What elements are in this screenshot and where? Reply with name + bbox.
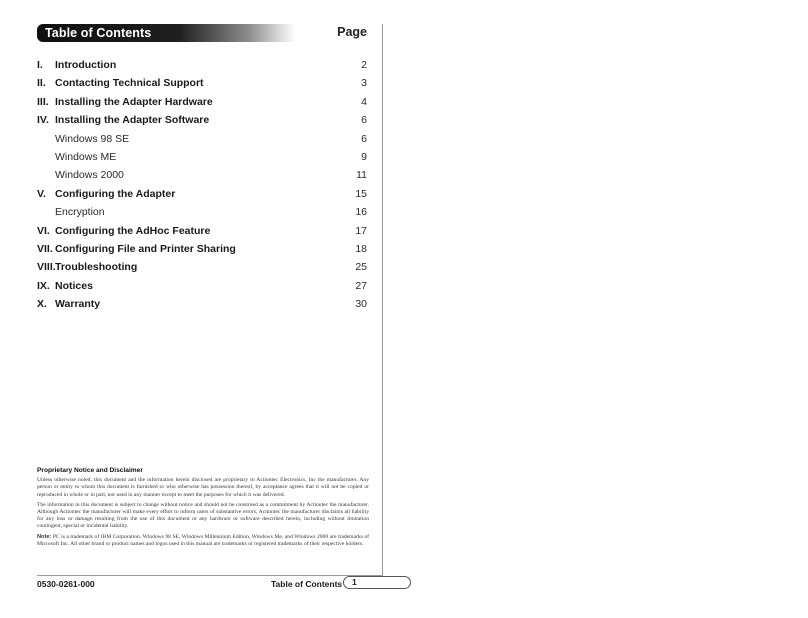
document-number: 0530-0261-000	[37, 579, 95, 589]
toc-entry-title: Troubleshooting	[55, 261, 138, 274]
toc-entry[interactable]	[37, 166, 367, 184]
section-header-bar	[37, 24, 295, 42]
toc-entry-title: Configuring File and Printer Sharing	[55, 242, 236, 255]
toc-entry[interactable]	[37, 185, 367, 203]
toc-entry-number: III.	[37, 95, 49, 108]
toc-entry-page: 16	[355, 206, 367, 219]
notice-paragraph: The information in this document is subject to change without notice and should not be construed as a commitment by Actiontec the manufacturer. Although Actiontec the manufacturer will make every effort to inform users of substantive errors, Actiontec the manufacturer disclaims all liability for any loss or damage resulting from the use of this document or any hardware or software described herein, including without limitation contingent, special or incidental liability.	[37, 501, 369, 530]
toc-entry-title: Warranty	[55, 298, 101, 311]
toc-entry[interactable]	[37, 93, 367, 111]
toc-list	[37, 56, 367, 313]
toc-entry-page: 25	[355, 261, 367, 274]
toc-entry-title: Windows 2000	[55, 169, 124, 182]
toc-entry-page: 17	[355, 224, 367, 237]
toc-entry[interactable]	[37, 74, 367, 92]
note-label: Note:	[37, 533, 52, 540]
toc-entry-number: IX.	[37, 279, 50, 292]
toc-entry-page: 15	[355, 187, 367, 200]
toc-entry-title: Notices	[55, 279, 93, 292]
toc-entry-number: I.	[37, 59, 43, 71]
toc-entry-page: 4	[361, 95, 367, 108]
footer-section-title: Table of Contents	[271, 579, 343, 589]
notice-note	[37, 534, 369, 548]
note-text: PC is a trademark of IBM Corporation. Windows 98 SE, Windows Millennium Edition, Windows Me, and Windows 2000 are trademarks of Microsoft Inc. All other brand or product names and logos used in this manual are trademarks or registered trademarks of their respective holders.	[37, 533, 370, 547]
toc-entry[interactable]	[37, 240, 367, 258]
toc-entry-number: VI.	[37, 224, 50, 237]
page-number-badge	[343, 576, 411, 589]
toc-entry-title: Encryption	[55, 206, 105, 219]
toc-entry[interactable]	[37, 277, 367, 295]
toc-entry-title: Introduction	[55, 59, 117, 71]
toc-entry-page: 3	[361, 77, 367, 90]
toc-entry-page: 27	[355, 279, 367, 292]
toc-entry-title: Installing the Adapter Hardware	[55, 95, 213, 108]
proprietary-notice	[37, 467, 369, 551]
toc-entry[interactable]	[37, 258, 367, 276]
toc-entry-title: Windows 98 SE	[55, 132, 130, 145]
toc-entry-page: 30	[355, 298, 367, 311]
toc-entry-number: VIII.	[37, 261, 56, 274]
toc-entry-title: Configuring the AdHoc Feature	[55, 224, 211, 237]
toc-entry[interactable]	[37, 295, 367, 313]
toc-entry[interactable]	[37, 222, 367, 240]
toc-entry-page: 18	[355, 242, 367, 255]
notice-paragraph: Unless otherwise noted, this document and the information herein disclosed are proprietary to Actiontec Electronics, Inc the manufacturer. Any person or entity to whom this document is furnished or who otherwise has possession thereof, by acceptance agrees that it will not be copied or reproduced in whole or in part, nor used in any manner except to meet the purposes for which it was delivered.	[37, 477, 369, 498]
toc-entry-page: 6	[361, 114, 367, 127]
page-number: 1	[352, 577, 357, 587]
toc-entry-title: Configuring the Adapter	[55, 187, 176, 200]
toc-entry[interactable]	[37, 148, 367, 166]
toc-entry-page: 9	[361, 150, 367, 163]
toc-entry-number: VII.	[37, 242, 53, 255]
toc-entry[interactable]	[37, 130, 367, 148]
page-divider	[382, 24, 383, 576]
toc-entry-number: X.	[37, 298, 47, 311]
footer-rule	[37, 575, 383, 576]
toc-entry[interactable]	[37, 56, 367, 74]
toc-entry-page: 11	[356, 169, 367, 182]
toc-entry-number: IV.	[37, 114, 49, 127]
toc-entry-number: II.	[37, 77, 46, 90]
toc-entry-title: Windows ME	[55, 150, 117, 163]
toc-entry[interactable]	[37, 203, 367, 221]
section-title: Table of Contents	[45, 26, 152, 40]
toc-entry[interactable]	[37, 111, 367, 129]
page-column-label: Page	[337, 25, 367, 39]
notice-title: Proprietary Notice and Disclaimer	[37, 467, 143, 474]
toc-entry-title: Contacting Technical Support	[55, 77, 204, 90]
toc-entry-number: V.	[37, 187, 46, 200]
toc-entry-page: 6	[361, 132, 367, 145]
toc-entry-title: Installing the Adapter Software	[55, 114, 210, 127]
toc-entry-page: 2	[361, 59, 367, 71]
